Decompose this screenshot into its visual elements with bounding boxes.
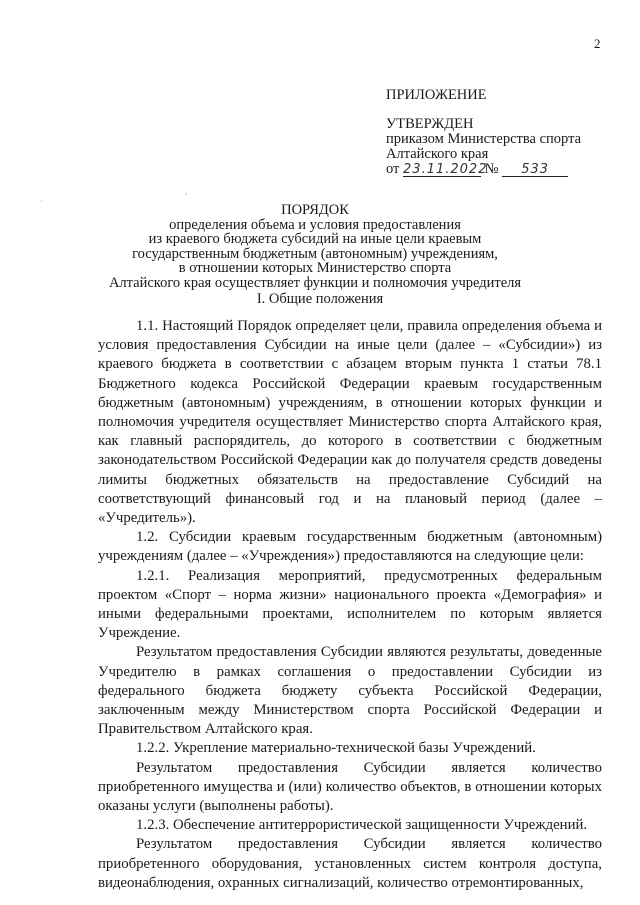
title-line: государственным бюджетным (автономным) учреждениям, [132,245,498,262]
document-heading: ПОРЯДОК [281,202,349,218]
paragraph: Результатом предоставления Субсидии является количество приобретенного оборудования, установленных систем контроля доступа, видеонаблюдения, охранных сигнализаций, количество отремонтированных, [98,836,602,891]
approval-block [386,88,581,177]
number-prefix: № [484,161,499,177]
paragraph: Результатом предоставления Субсидии являются результаты, доведенные Учредителю в рамках соглашения о предоставлении Субсидии из федерального бюджета бюджету субъекта Российской Федерации, заключенным между Министерством спорта Российской Федерации и Правительством Алтайского края. [98,644,602,738]
order-line-1: приказом Министерства спорта [386,131,582,147]
approved-label: УТВЕРЖДЕН [386,116,474,132]
title-line: в отношении которых Министерство спорта [178,260,452,277]
title-line: определения объема и условия предоставления [169,216,461,233]
paragraph: 1.2.3. Обеспечение антитеррористической защищенности Учреждений. [136,817,588,834]
paragraph: 1.2. Субсидии краевым государственным бюджетным (автономным) учреждениям (далее – «Учреждения») предоставляются на следующие цели: [98,529,602,565]
order-date-line [386,162,581,177]
order-number: 533 [502,163,568,177]
section-title: I. Общие положения [256,291,384,307]
page-number: 2 [594,36,601,51]
paragraph: Результатом предоставления Субсидии является количество приобретенного имущества и (или) количество объектов, в отношении которых оказаны услуги (выполнены работы). [98,759,602,815]
title-line: Алтайского края осуществляет функции и полномочия учредителя [108,274,522,291]
paragraph: 1.1. Настоящий Порядок определяет цели, правила определения объема и условия предоставления Субсидии на иные цели (далее – «Субсидии») из краевого бюджета в соответствии с абзацем вторым пункта 1 статьи 78.1 Бюджетного кодекса Российской Федерации краевым государственным бюджетным (автономным) учреждениям, в отношении которых функции и полномочия учредителя осуществляет Министерство спорта Алтайского края, как главный распорядитель, до которого в соответствии с бюджетным законодательством Российской Федерации как до получателя средств доведены лимиты бюджетных обязательств на предоставление Субсидий на соответствующий финансовый год и на плановый период (далее – «Учредитель»). [98,318,602,527]
date-prefix: от [386,161,400,177]
order-line-2: Алтайского края [386,146,489,162]
paragraph: 1.2.2. Укрепление материально-технической базы Учреждений. [136,740,536,757]
order-date: 23.11.2022 [403,162,488,177]
scan-speck: · [40,196,43,206]
document-title [80,203,550,291]
paragraph: 1.2.1. Реализация мероприятий, предусмотренных федеральным проектом «Спорт – норма жизни» национального проекта «Демография» и иными федеральными проектами, исполнителем по которым является Учреждение. [98,567,602,642]
appendix-label: ПРИЛОЖЕНИЕ [386,87,487,103]
scan-speck: , [185,186,188,196]
document-body [98,317,602,893]
title-line: из краевого бюджета субсидий на иные цели краевым [148,231,482,248]
